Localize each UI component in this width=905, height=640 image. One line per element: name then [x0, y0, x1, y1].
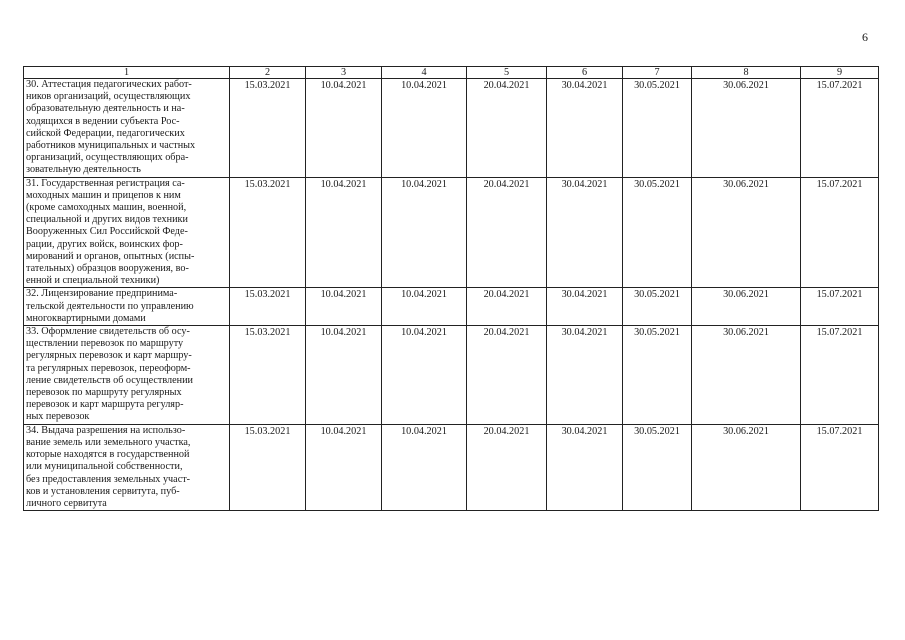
date-cell: 15.07.2021 [801, 177, 879, 288]
date-cell: 15.03.2021 [230, 288, 306, 326]
table-row [24, 288, 879, 326]
table-row [24, 326, 879, 425]
table-header [24, 67, 879, 79]
date-cell: 15.03.2021 [230, 326, 306, 425]
date-cell: 15.07.2021 [801, 288, 879, 326]
header-col-3: 3 [306, 67, 382, 79]
header-col-2: 2 [230, 67, 306, 79]
date-cell: 30.06.2021 [692, 424, 801, 510]
row-description: 31. Государственная регистрация са- моходных машин и прицепов к ним (кроме самоходных машин, военной, специальной и других видов техники Вооруженных Сил Российской Феде- рации, других войск, воинских фор- мирований и органов, опытных (испы- тательных) образцов вооружения, во- енной и специальной техники) [24, 177, 230, 288]
header-row [24, 67, 879, 79]
date-cell: 10.04.2021 [382, 79, 467, 178]
row-description: 33. Оформление свидетельств об осу- ществлении перевозок по маршруту регулярных перевозок и карт маршру- та регулярных перевозок, переоформ- ление свидетельств об осуществлении перевозок по маршруту регулярных перевозок и карт маршрута регуляр- ных перевозок [24, 326, 230, 425]
date-cell: 30.06.2021 [692, 326, 801, 425]
table-row [24, 177, 879, 288]
date-cell: 30.04.2021 [547, 79, 623, 178]
row-description: 32. Лицензирование предпринима- тельской деятельности по управлению многоквартирными домами [24, 288, 230, 326]
row-description: 30. Аттестация педагогических работ- ников организаций, осуществляющих образовательную деятельность и на- ходящихся в ведении субъекта Рос- сийской Федерации, педагогических работников муниципальных и частных организаций, осуществляющих обра- зовательную деятельность [24, 79, 230, 178]
date-cell: 30.06.2021 [692, 288, 801, 326]
header-col-6: 6 [547, 67, 623, 79]
date-cell: 30.04.2021 [547, 177, 623, 288]
schedule-table [23, 66, 879, 511]
date-cell: 10.04.2021 [382, 326, 467, 425]
row-description: 34. Выдача разрешения на использо- вание земель или земельного участка, которые находятся в государственной или муниципальной собственности, без предоставления земельных участ- ков и установления сервитута, пуб- личного сервитута [24, 424, 230, 510]
date-cell: 20.04.2021 [467, 326, 547, 425]
date-cell: 15.07.2021 [801, 79, 879, 178]
header-col-7: 7 [623, 67, 692, 79]
date-cell: 10.04.2021 [382, 424, 467, 510]
header-col-4: 4 [382, 67, 467, 79]
date-cell: 10.04.2021 [306, 288, 382, 326]
date-cell: 20.04.2021 [467, 79, 547, 178]
date-cell: 15.03.2021 [230, 79, 306, 178]
table-row [24, 424, 879, 510]
date-cell: 15.07.2021 [801, 326, 879, 425]
table-row [24, 79, 879, 178]
date-cell: 30.04.2021 [547, 424, 623, 510]
date-cell: 15.03.2021 [230, 177, 306, 288]
date-cell: 10.04.2021 [382, 177, 467, 288]
date-cell: 10.04.2021 [306, 326, 382, 425]
date-cell: 10.04.2021 [306, 177, 382, 288]
date-cell: 10.04.2021 [382, 288, 467, 326]
date-cell: 30.05.2021 [623, 326, 692, 425]
date-cell: 30.05.2021 [623, 79, 692, 178]
header-col-8: 8 [692, 67, 801, 79]
date-cell: 20.04.2021 [467, 177, 547, 288]
date-cell: 30.04.2021 [547, 288, 623, 326]
header-col-9: 9 [801, 67, 879, 79]
header-col-1: 1 [24, 67, 230, 79]
header-col-5: 5 [467, 67, 547, 79]
date-cell: 30.05.2021 [623, 424, 692, 510]
date-cell: 30.04.2021 [547, 326, 623, 425]
date-cell: 10.04.2021 [306, 424, 382, 510]
date-cell: 30.05.2021 [623, 288, 692, 326]
date-cell: 30.05.2021 [623, 177, 692, 288]
date-cell: 30.06.2021 [692, 79, 801, 178]
date-cell: 15.07.2021 [801, 424, 879, 510]
date-cell: 20.04.2021 [467, 424, 547, 510]
date-cell: 15.03.2021 [230, 424, 306, 510]
date-cell: 20.04.2021 [467, 288, 547, 326]
date-cell: 10.04.2021 [306, 79, 382, 178]
page-number: 6 [862, 30, 868, 44]
date-cell: 30.06.2021 [692, 177, 801, 288]
